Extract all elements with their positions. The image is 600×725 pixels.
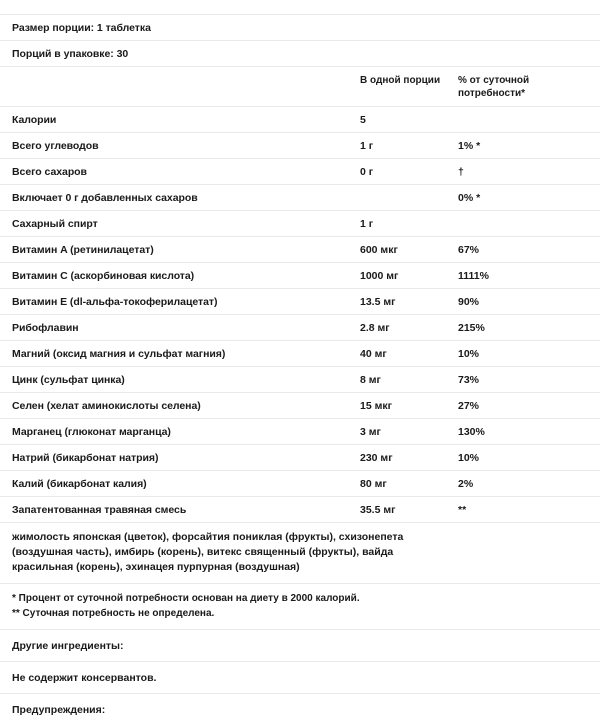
nutrient-amount: 600 мкг: [360, 244, 398, 256]
nutrient-name: Селен (хелат аминокислоты селена): [12, 400, 201, 412]
nutrient-daily-value: 10%: [458, 348, 480, 360]
header-daily-value: % от суточной потребности*: [458, 75, 530, 99]
warnings-label: Предупреждения:: [0, 693, 600, 725]
servings-per-container-label: Порций в упаковке: 30: [12, 48, 129, 60]
nutrient-daily-value: 215%: [458, 322, 485, 334]
nutrient-name: Сахарный спирт: [12, 218, 98, 230]
nutrient-name: Всего углеводов: [12, 140, 99, 152]
servings-per-container-row: [0, 40, 600, 66]
nutrient-daily-value: 0% *: [458, 192, 481, 204]
nutrient-name: Витамин C (аскорбиновая кислота): [12, 270, 195, 282]
nutrient-amount: 13.5 мг: [360, 296, 396, 308]
proprietary-blend-ingredients: [0, 522, 600, 583]
nutrient-name: Калории: [12, 114, 57, 126]
serving-size-label: Размер порции: 1 таблетка: [12, 22, 151, 34]
nutrient-daily-value: 2%: [458, 478, 474, 490]
nutrient-daily-value: 1111%: [458, 270, 489, 282]
nutrient-name: Витамин E (dl-альфа-токоферилацетат): [12, 296, 218, 308]
nutrient-daily-value: 67%: [458, 244, 480, 256]
footnote-double-asterisk: ** Суточная потребность не определена.: [12, 608, 215, 619]
table-row: [0, 314, 600, 340]
nutrient-name: Калий (бикарбонат калия): [12, 478, 147, 490]
nutrient-daily-value: 27%: [458, 400, 480, 412]
nutrient-amount: 15 мкг: [360, 400, 392, 412]
table-header-row: [0, 66, 600, 106]
table-row: [0, 106, 600, 132]
nutrient-amount: 3 мг: [360, 426, 381, 438]
nutrient-name: Цинк (сульфат цинка): [12, 374, 125, 386]
nutrient-daily-value: 1% *: [458, 140, 481, 152]
table-row: [0, 470, 600, 496]
nutrient-name: Натрий (бикарбонат натрия): [12, 452, 159, 464]
table-row: [0, 210, 600, 236]
nutrient-amount: 230 мг: [360, 452, 393, 464]
nutrient-amount: 1000 мг: [360, 270, 399, 282]
nutrient-daily-value: **: [458, 504, 467, 516]
nutrient-daily-value: †: [458, 166, 464, 178]
nutrient-amount: 1 г: [360, 218, 374, 230]
table-row: [0, 184, 600, 210]
nutrient-name: Магний (оксид магния и сульфат магния): [12, 348, 226, 360]
nutrient-daily-value: 90%: [458, 296, 480, 308]
nutrient-name: Всего сахаров: [12, 166, 87, 178]
nutrient-name: Включает 0 г добавленных сахаров: [12, 192, 198, 204]
nutrient-amount: 2.8 мг: [360, 322, 390, 334]
table-row: [0, 418, 600, 444]
other-ingredients-label: Другие ингредиенты:: [0, 629, 600, 661]
nutrient-amount: 80 мг: [360, 478, 387, 490]
nutrient-amount: 0 г: [360, 166, 374, 178]
table-row: [0, 132, 600, 158]
nutrient-daily-value: 73%: [458, 374, 480, 386]
nutrient-amount: 35.5 мг: [360, 504, 396, 516]
header-amount-per-serving: В одной порции: [360, 75, 441, 86]
footnotes-block: [0, 583, 600, 629]
nutrient-daily-value: 10%: [458, 452, 480, 464]
footnote-single-asterisk: * Процент от суточной потребности основан на диету в 2000 калорий.: [12, 593, 360, 604]
table-row: [0, 340, 600, 366]
serving-size-row: [0, 14, 600, 40]
nutrient-name: Рибофлавин: [12, 322, 79, 334]
table-row: [0, 366, 600, 392]
nutrient-daily-value: 130%: [458, 426, 485, 438]
nutrient-rows-container: [0, 106, 600, 522]
table-row: [0, 288, 600, 314]
nutrient-name: Запатентованная травяная смесь: [12, 504, 187, 516]
nutrient-amount: 1 г: [360, 140, 374, 152]
nutrient-amount: 5: [360, 114, 366, 126]
nutrient-amount: 40 мг: [360, 348, 387, 360]
table-row: [0, 444, 600, 470]
nutrient-name: Витамин A (ретинилацетат): [12, 244, 154, 256]
table-row: [0, 236, 600, 262]
nutrient-amount: 8 мг: [360, 374, 381, 386]
table-row: [0, 262, 600, 288]
nutrient-name: Марганец (глюконат марганца): [12, 426, 171, 438]
preservatives-note: Не содержит консервантов.: [0, 661, 600, 693]
table-row: [0, 392, 600, 418]
table-row: [0, 158, 600, 184]
table-row: [0, 496, 600, 522]
blend-ingredients-text: жимолость японская (цветок), форсайтия пониклая (фрукты), схизонепета (воздушная часть), имбирь (корень), витекс священный (фрукты), вайда красильная (корень), эхинацея пурпурная (воздушная): [12, 531, 404, 573]
